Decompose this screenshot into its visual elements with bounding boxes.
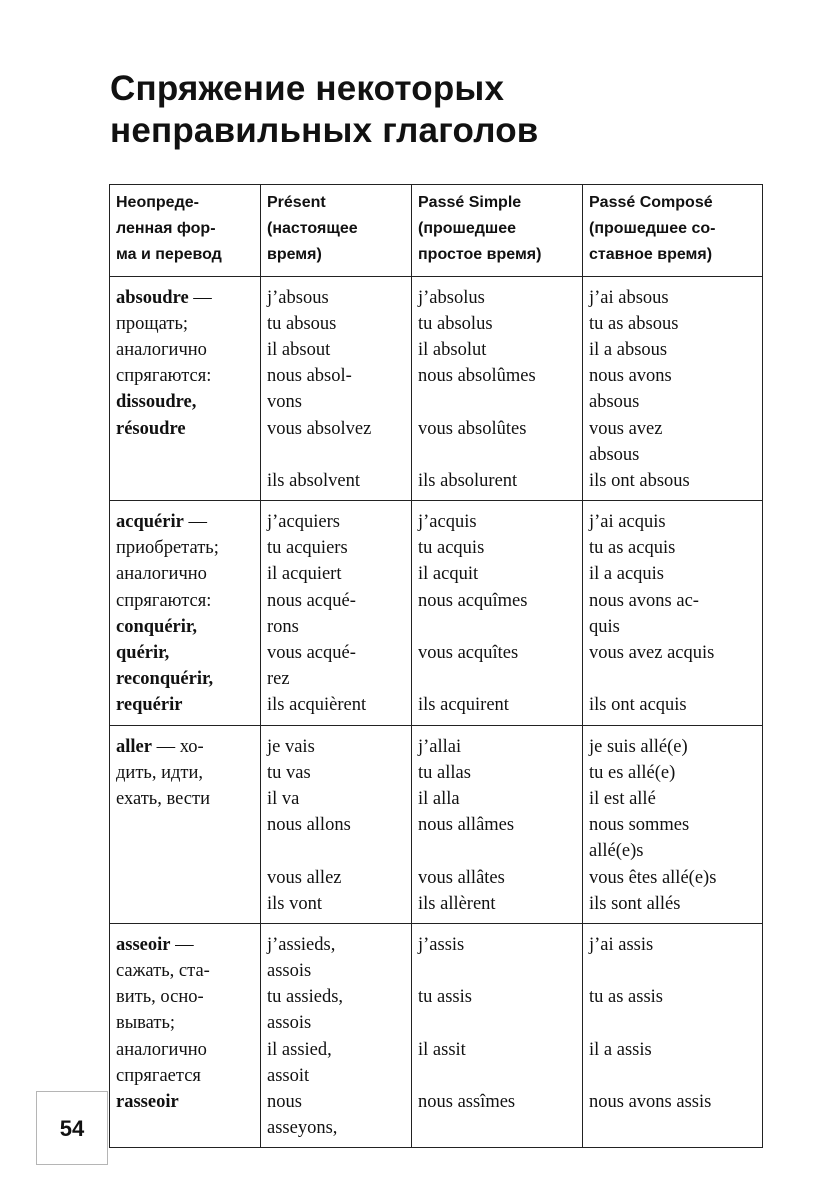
related-verb: quérir, [116,643,170,663]
related-verb: rasseoir [116,1092,179,1112]
page-number-box [36,1091,108,1165]
conjugation-table [109,184,763,1148]
present-cell: j’acquiers tu acquiers il acquiert nous acqué- rons vous acqué- rez ils acquièrent [261,501,412,726]
infinitive-cell: acquérir — приобретать; аналогично спрягаются: conquérir, quérir, reconquérir, requérir [110,501,261,726]
passe-simple-cell: j’acquis tu acquis il acquit nous acquîmes vous acquîtes ils acquirent [412,501,583,726]
infinitive-cell: absoudre — прощать; аналогично спрягаются: dissoudre, résoudre [110,276,261,501]
verb-infinitive: aller [116,736,152,757]
present-cell: je vais tu vas il va nous allons vous allez ils vont [261,725,412,923]
page-title-line-1: Спряжение некоторых [110,69,505,108]
related-verb: résoudre [116,418,186,439]
verb-infinitive: acquérir [116,512,184,533]
related-verb: conquérir, [116,616,198,637]
table-row [110,923,763,1148]
table-row [110,725,763,923]
related-verb: dissoudre, [116,392,197,413]
passe-compose-cell: j’ai absous tu as absous il a absous nous avons absous vous avez absous ils ont absous [583,276,763,501]
passe-simple-cell: j’assis tu assis il assit nous assîmes [412,923,583,1148]
page-title [110,68,750,152]
infinitive-cell: aller — хо- дить, идти, ехать, вести [110,725,261,923]
header-passe-simple: Passé Simple (прошедшее простое время) [412,185,583,277]
header-infinitive: Неопреде- ленная фор- ма и перевод [110,185,261,277]
present-cell: j’assieds, assois tu assieds, assois il assied, assoit nous asseyons, [261,923,412,1148]
passe-compose-cell: j’ai acquis tu as acquis il a acquis nous avons ac- quis vous avez acquis ils ont acquis [583,501,763,726]
table-row [110,501,763,726]
passe-simple-cell: j’allai tu allas il alla nous allâmes vous allâtes ils allèrent [412,725,583,923]
infinitive-cell: asseoir — сажать, ста- вить, осно- вывать; аналогично спрягается rasseoir [110,923,261,1148]
header-present: Présent (настоящее время) [261,185,412,277]
related-verb: requérir [116,695,183,716]
header-row [110,185,763,277]
related-verb: reconquérir, [116,669,214,690]
verb-infinitive: absoudre [116,287,189,308]
page-number: 54 [59,1116,85,1141]
passe-compose-cell: je suis allé(e) tu es allé(e) il est allé nous sommes allé(e)s vous êtes allé(e)s ils sont allés [583,725,763,923]
passe-compose-cell: j’ai assis tu as assis il a assis nous avons assis [583,923,763,1148]
page-title-line-2: неправильных глаголов [110,111,539,150]
table-row [110,276,763,501]
header-passe-compose: Passé Composé (прошедшее со- ставное время) [583,185,763,277]
verb-infinitive: asseoir [116,934,171,955]
present-cell: j’absous tu absous il absout nous absol- vons vous absolvez ils absolvent [261,276,412,501]
passe-simple-cell: j’absolus tu absolus il absolut nous absolûmes vous absolûtes ils absolurent [412,276,583,501]
